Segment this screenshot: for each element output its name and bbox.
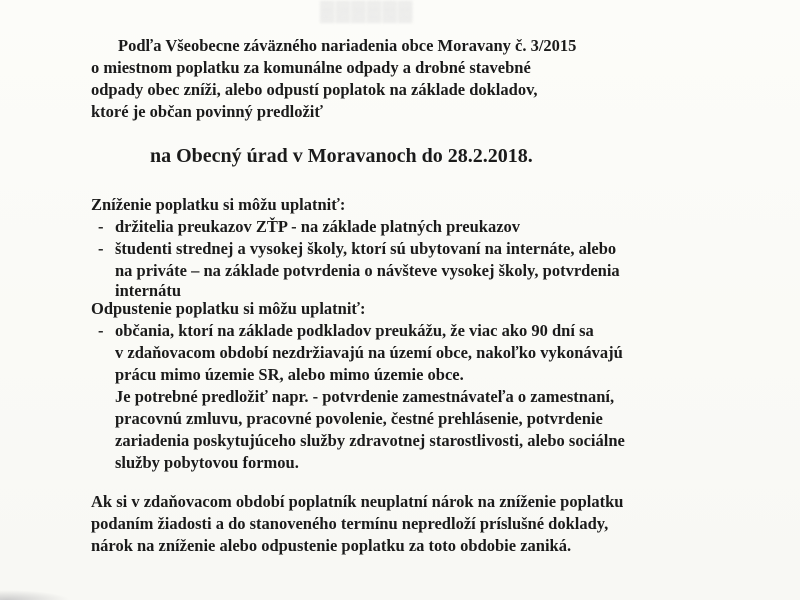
intro-line-4: ktoré je občan povinný predložiť (91, 102, 323, 121)
reduction-bullet-1: - (98, 217, 104, 236)
reduction-title: Zníženie poplatku si môžu uplatniť: (91, 195, 346, 214)
reduction-bullet-2: - (98, 239, 104, 258)
waiver-cont-2: prácu mimo územie SR, alebo mimo územie obce. (115, 365, 464, 384)
waiver-cont-1: v zdaňovacom období nezdržiavajú na území obce, nakoľko vykonávajú (115, 343, 623, 362)
intro-line-3: odpady obec zníži, alebo odpustí poplatok na základe dokladov, (91, 80, 538, 99)
closing-line-3: nárok na zníženie alebo odpustenie poplatku za toto obdobie zaniká. (91, 536, 572, 555)
waiver-cont-5: zariadenia poskytujúceho služby zdravotnej starostlivosti, alebo sociálne (115, 431, 625, 450)
reduction-item-2: študenti strednej a vysokej školy, ktorí sú ubytovaní na internáte, alebo (115, 239, 617, 258)
deadline-heading: na Obecný úrad v Moravanoch do 28.2.2018. (150, 145, 533, 167)
reduction-item-2-cont-2: internátu (115, 281, 181, 300)
waiver-cont-4: pracovnú zmluvu, pracovné povolenie, čestné prehlásenie, potvrdenie (115, 409, 603, 428)
waiver-cont-3: Je potrebné predložiť napr. - potvrdenie zamestnávateľa o zamestnaní, (115, 387, 615, 406)
closing-line-2: podaním žiadosti a do stanoveného termínu nepredloží príslušné doklady, (91, 514, 609, 533)
intro-line-1: Podľa Všeobecne záväzného nariadenia obce Moravany č. 3/2015 (118, 36, 577, 55)
bleed-through-mark: ▓▓▓▓▓▓ (320, 0, 414, 22)
closing-line-1: Ak si v zdaňovacom období poplatník neuplatní nárok na zníženie poplatku (91, 492, 624, 511)
waiver-item: občania, ktorí na základe podkladov preukážu, že viac ako 90 dní sa (115, 321, 594, 340)
waiver-cont-6: služby pobytovou formou. (115, 453, 299, 472)
reduction-item-1: držitelia preukazov ZŤP - na základe platných preukazov (115, 217, 521, 236)
scan-shadow (0, 590, 70, 600)
reduction-item-2-cont-1: na priváte – na základe potvrdenia o návšteve vysokej školy, potvrdenia (115, 261, 620, 280)
waiver-title: Odpustenie poplatku si môžu uplatniť: (91, 299, 366, 318)
intro-line-2: o miestnom poplatku za komunálne odpady a drobné stavebné (91, 58, 531, 77)
waiver-bullet: - (98, 321, 104, 340)
